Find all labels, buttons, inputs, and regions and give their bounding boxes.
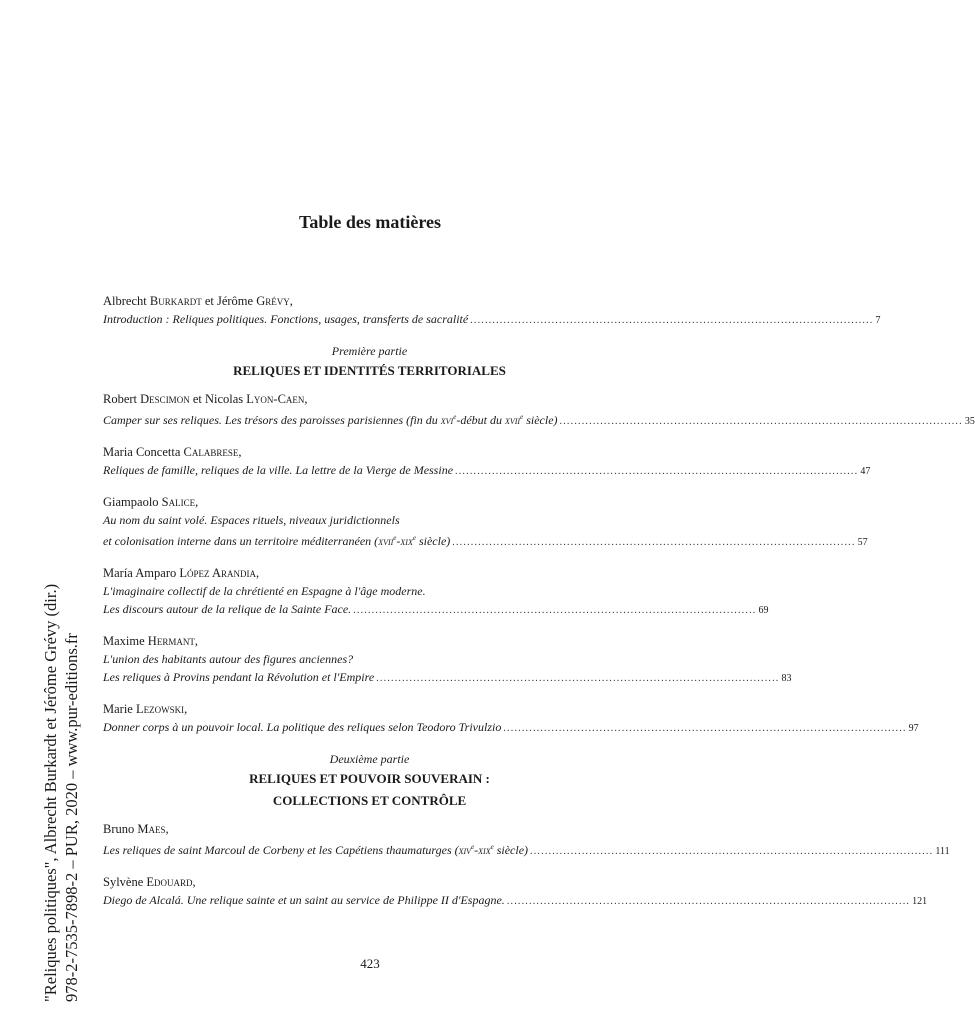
dot-leader: ............................................................................................................. [455, 466, 859, 477]
part2-title: RELIQUES ET POUVOIR SOUVERAIN : COLLECTIONS ET CONTRÔLE [249, 771, 490, 808]
dot-leader: ............................................................................................................. [353, 605, 757, 616]
dot-leader: ............................................................................................................. [506, 896, 911, 907]
entry-authors: Bruno Maes, [103, 822, 169, 836]
toc-entry-calabrese [103, 443, 871, 481]
entry-title-line[interactable] [103, 529, 868, 552]
entry-page: 57 [857, 537, 868, 548]
entry-title: Les discours autour de la relique de la Sainte Face. [103, 602, 352, 616]
entry-title-line[interactable] [103, 891, 928, 911]
toc-entry-maes [103, 820, 950, 861]
entry-page: 7 [875, 315, 881, 326]
entry-title-line[interactable] [103, 600, 769, 620]
part1-label: Première partie [331, 344, 408, 358]
entry-page: 111 [935, 846, 950, 857]
entry-authors: Marie Lezowski, [103, 702, 188, 716]
entry-title-line[interactable] [103, 668, 792, 688]
toc-entry-lezowski [103, 700, 919, 738]
toc-entry-introduction [103, 292, 881, 330]
entry-title: Donner corps à un pouvoir local. La politique des reliques selon Teodoro Trivulzio [103, 720, 502, 734]
citation-line2: 978-2-7535-7898-2 – PUR, 2020 – www.pur-editions.fr [62, 633, 81, 1002]
toc-entry-salice [103, 493, 868, 552]
toc-entry-edouard [103, 873, 928, 911]
entry-title-line1: Au nom du saint volé. Espaces rituels, niveaux juridictionnels [103, 513, 400, 527]
entry-title-line[interactable] [103, 408, 975, 431]
entry-title: et colonisation interne dans un territoire méditerranéen (xvii$^e$-xix$^e$ siècle) [103, 534, 451, 548]
entry-authors: Maxime Hermant, [103, 634, 198, 648]
part1-title: RELIQUES ET IDENTITÉS TERRITORIALES [233, 363, 506, 378]
entry-page: 47 [860, 466, 871, 477]
entry-authors: Albrecht Burkardt et Jérôme Grévy, [103, 294, 293, 308]
entry-title-line[interactable] [103, 310, 881, 330]
entry-authors: Maria Concetta Calabrese, [103, 445, 242, 459]
page-number: 423 [360, 956, 380, 971]
dot-leader: ............................................................................................................. [470, 315, 874, 326]
dot-leader: ............................................................................................................. [503, 723, 907, 734]
entry-title: Les reliques de saint Marcoul de Corbeny et les Capétiens thaumaturges (xiv$^e$-xix$^e$ siècle) [103, 843, 529, 857]
dot-leader: ............................................................................................................. [376, 673, 780, 684]
toc-entry-lopez-arandia [103, 564, 769, 620]
citation-line1: "Reliques politiques", Albrecht Burkardt et Jérôme Grévy (dir.) [41, 583, 60, 1002]
table-of-contents [103, 292, 975, 923]
entry-title-line[interactable] [103, 718, 919, 738]
entry-title-line[interactable] [103, 838, 950, 861]
entry-authors: Giampaolo Salice, [103, 495, 199, 509]
entry-page: 121 [912, 896, 928, 907]
page-title: Table des matières [299, 212, 441, 232]
entry-authors: Robert Descimon et Nicolas Lyon-Caen, [103, 392, 308, 406]
entry-page: 97 [908, 723, 919, 734]
entry-title: Diego de Alcalá. Une relique sainte et un saint au service de Philippe II d'Espagne. [103, 893, 505, 907]
entry-title-line1: L'union des habitants autour des figures anciennes? [103, 652, 354, 666]
entry-title: Les reliques à Provins pendant la Révolution et l'Empire [103, 670, 375, 684]
entry-authors: María Amparo López Arandia, [103, 566, 260, 580]
dot-leader: ............................................................................................................. [452, 537, 856, 548]
entry-page: 35 [964, 416, 975, 427]
entry-title: Introduction : Reliques politiques. Fonctions, usages, transferts de sacralité [103, 312, 469, 326]
toc-entry-descimon [103, 390, 975, 431]
entry-title: Reliques de famille, reliques de la ville. La lettre de la Vierge de Messine [103, 463, 454, 477]
vertical-book-citation [40, 584, 82, 1002]
entry-title-line1: L'imaginaire collectif de la chrétienté en Espagne à l'âge moderne. [103, 584, 426, 598]
dot-leader: ............................................................................................................. [559, 416, 963, 427]
toc-entry-hermant [103, 632, 792, 688]
part2-label: Deuxième partie [329, 752, 410, 766]
entry-authors: Sylvène Edouard, [103, 875, 196, 889]
entry-page: 69 [758, 605, 769, 616]
entry-title: Camper sur ses reliques. Les trésors des paroisses parisiennes (fin du xvi$^e$-début du xvii$^e$ siècle) [103, 413, 558, 427]
dot-leader: ............................................................................................................. [530, 846, 934, 857]
entry-page: 83 [781, 673, 792, 684]
entry-title-line[interactable] [103, 461, 871, 481]
